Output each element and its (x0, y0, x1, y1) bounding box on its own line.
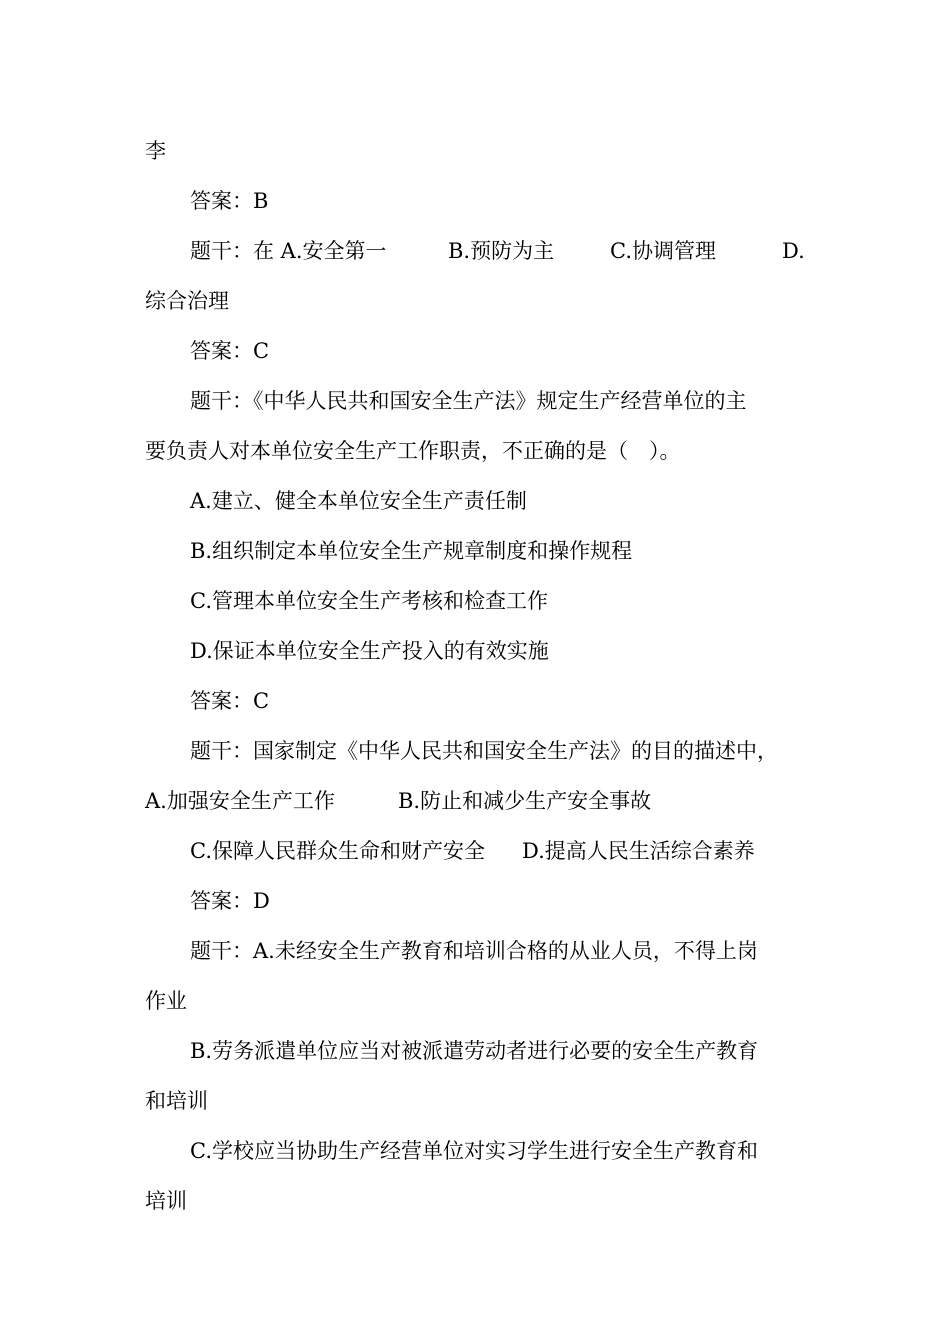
question-line: 要负责人对本单位安全生产工作职责，不正确的是（ ）。 (145, 439, 681, 463)
options-line (190, 837, 790, 865)
answer-line: 答案：C (190, 689, 270, 713)
option-a: A.加强安全生产工作 (145, 789, 335, 813)
option-b: B.预防为主 (448, 239, 555, 263)
option-c: C.协调管理 (610, 239, 716, 263)
answer-line: 答案：B (190, 189, 269, 213)
text-line: 培训 (145, 1189, 187, 1213)
option-b: B.劳务派遣单位应当对被派遣劳动者进行必要的安全生产教育 (190, 1039, 759, 1063)
answer-line: 答案：D (190, 889, 270, 913)
option-c: C.管理本单位安全生产考核和检查工作 (190, 589, 548, 613)
text-line: 综合治理 (145, 289, 229, 313)
question-line: 题干：国家制定《中华人民共和国安全生产法》的目的描述中， (190, 739, 778, 763)
text-line: 和培训 (145, 1089, 208, 1113)
option-c: C.学校应当协助生产经营单位对实习学生进行安全生产教育和 (190, 1139, 758, 1163)
question-line: 题干：A.未经安全生产教育和培训合格的从业人员，不得上岗 (190, 939, 758, 963)
option-d: D.保证本单位安全生产投入的有效实施 (190, 639, 549, 663)
option-b: B.组织制定本单位安全生产规章制度和操作规程 (190, 539, 633, 563)
answer-line: 答案：C (190, 339, 270, 363)
option-c: C.保障人民群众生命和财产安全 (190, 839, 485, 863)
option-a: A.建立、健全本单位安全生产责任制 (190, 489, 527, 513)
option-d: D. (782, 239, 805, 263)
option-d: D.提高人民生活综合素养 (522, 839, 755, 863)
question-line: 题干：《中华人民共和国安全生产法》规定生产经营单位的主 (190, 389, 747, 413)
text-line: 李 (145, 139, 166, 163)
question-stem-option-a: 题干：在 A.安全第一 (190, 239, 387, 263)
option-b: B.防止和减少生产安全事故 (398, 789, 652, 813)
text-line: 作业 (145, 989, 187, 1013)
options-line (145, 787, 705, 815)
question-options-line (190, 237, 830, 265)
